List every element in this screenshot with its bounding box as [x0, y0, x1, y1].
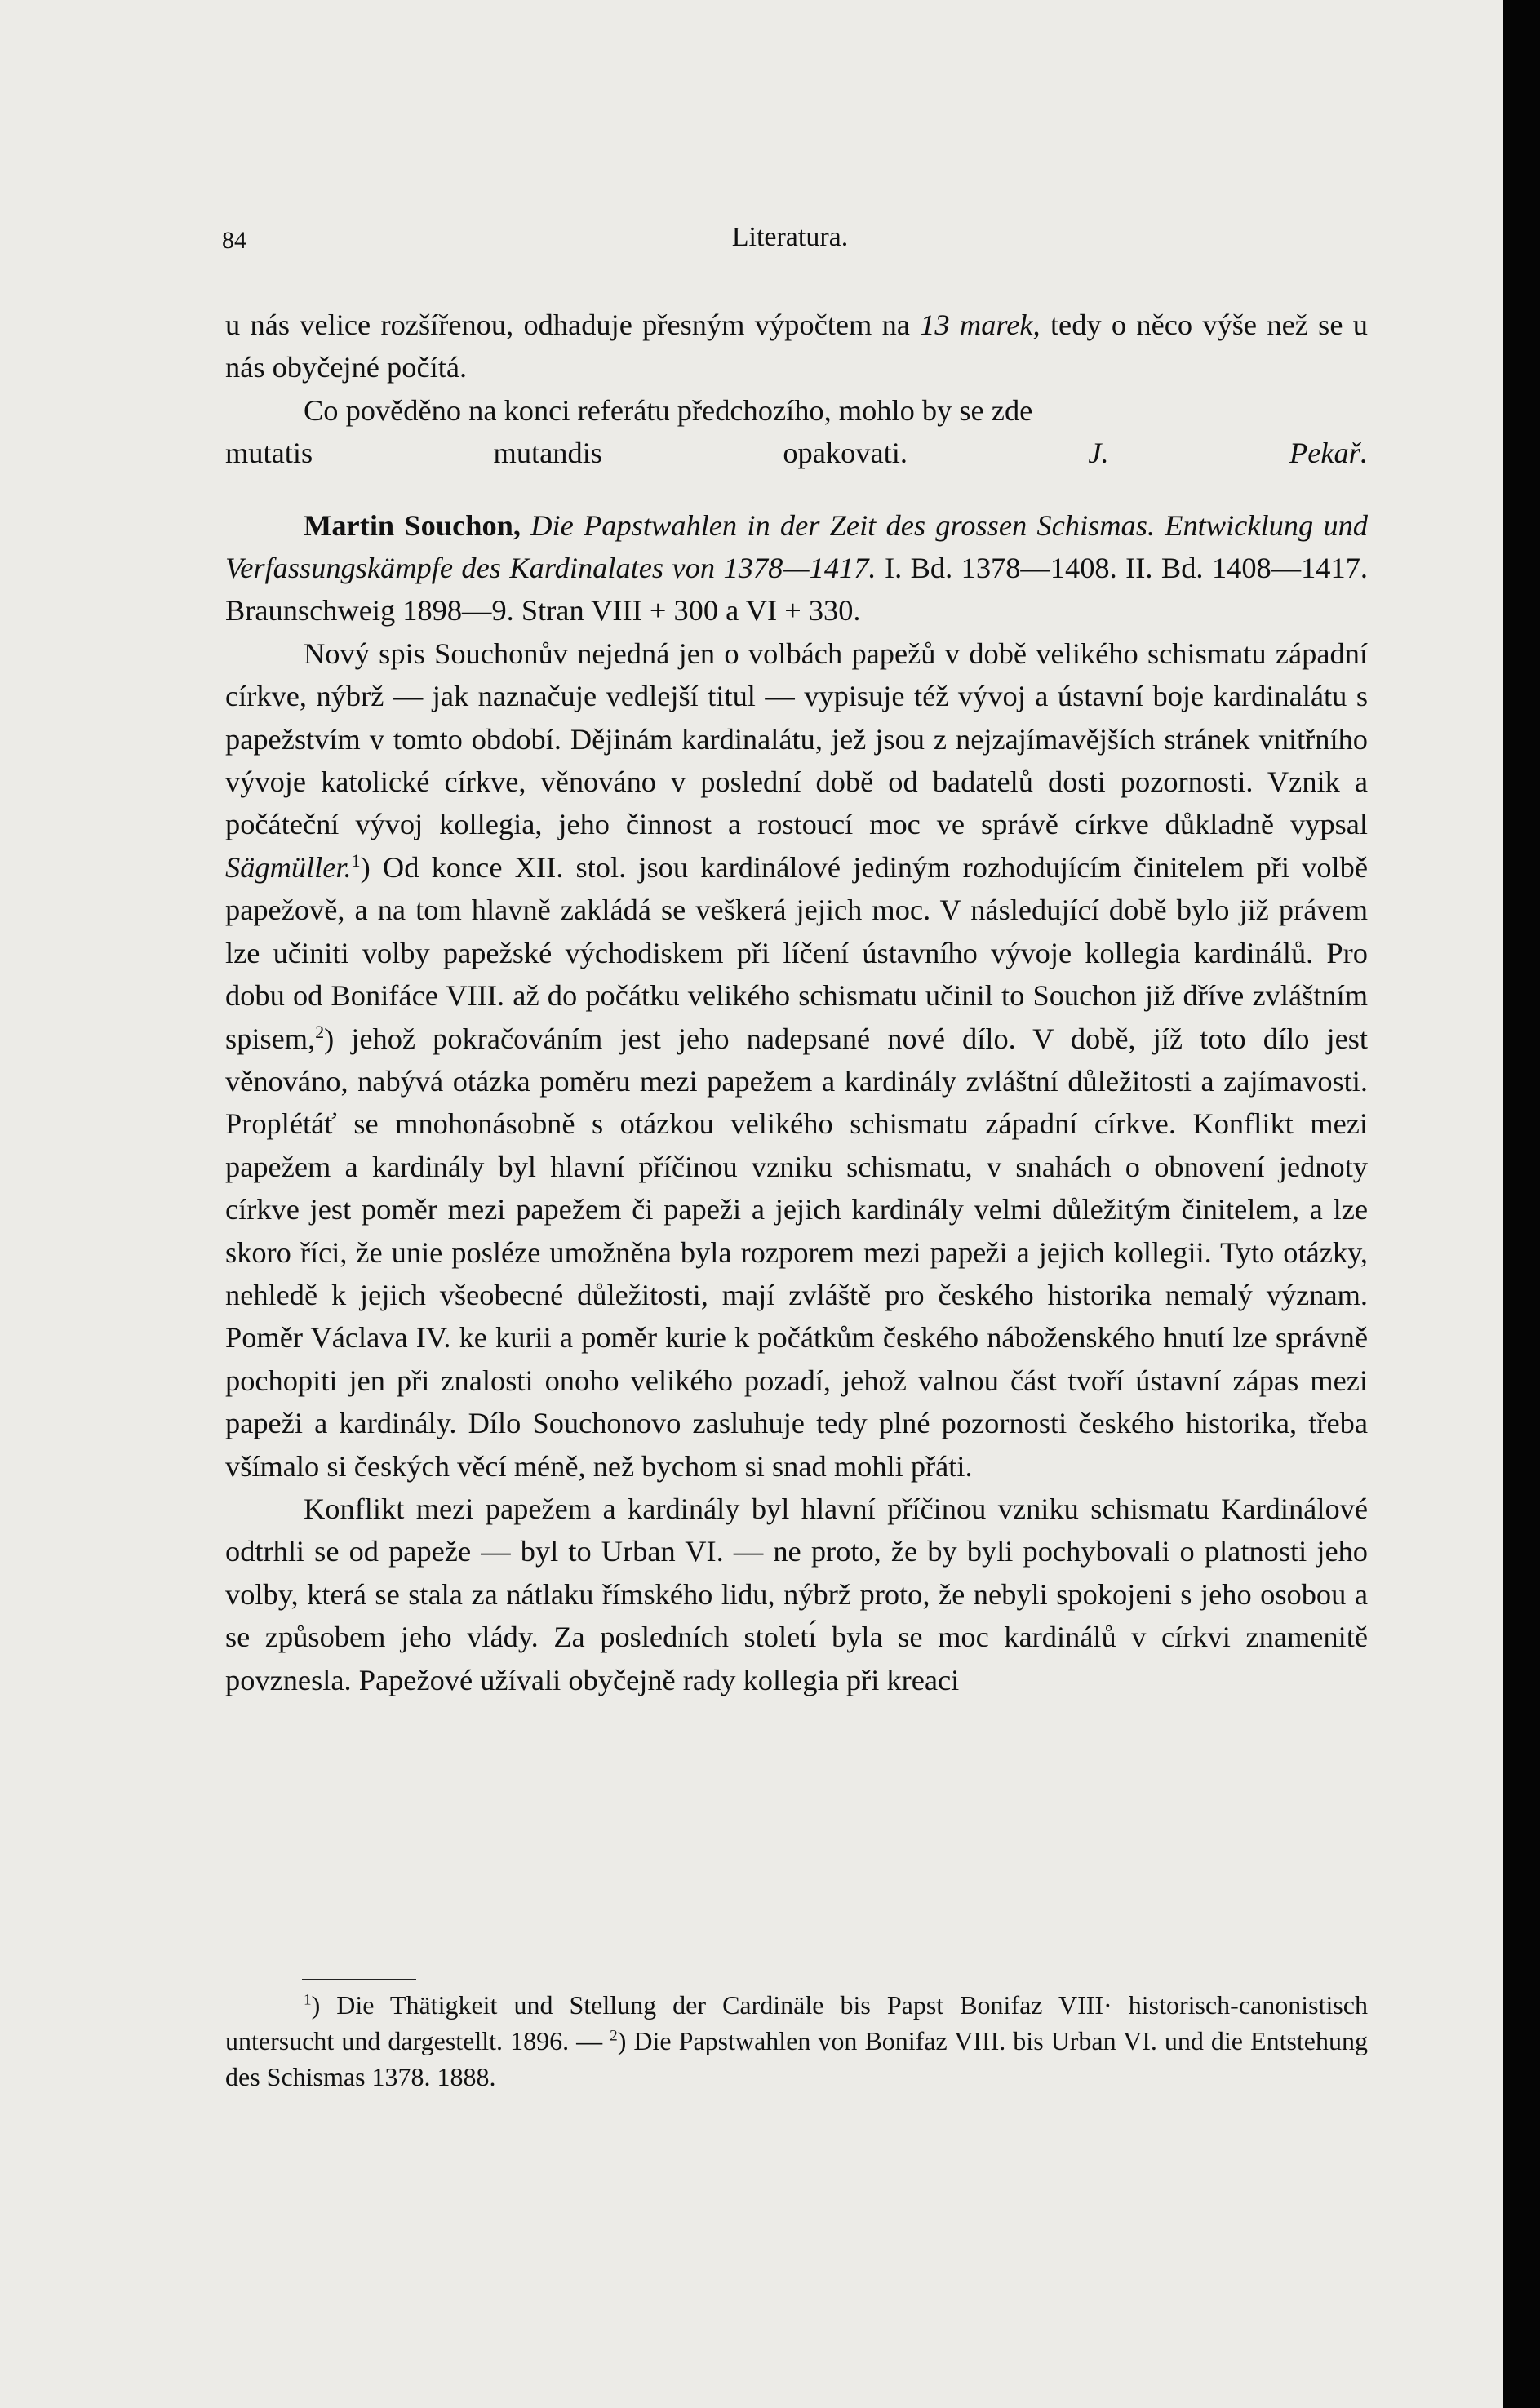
footnote-mark-2: 2 [610, 2027, 618, 2045]
price-value: 13 marek, [920, 308, 1041, 341]
book-author: Martin Souchon, [304, 508, 521, 542]
footnote-text [225, 1987, 1368, 2095]
closing-paragraph: Co pověděno na konci referátu předchozího, mohlo by se zde [304, 393, 1033, 427]
footnote-1: ) Die Thätigkeit und Stellung der Cardinäle bis Papst Bonifaz VIII· historisch-canonistisch untersucht und dargestellt. 1896. — [225, 1990, 1368, 2055]
review-heading [225, 504, 1368, 632]
continued-text [225, 304, 1368, 389]
footnote-2: ) Die Papstwahlen von Bonifaz VIII. bis Urban VI. und die Entstehung des Schismas 1378. 1888. [225, 2026, 1369, 2091]
scan-border [1503, 0, 1540, 2408]
running-head [222, 220, 1358, 261]
continued-text-a: u nás velice rozšířenou, odhaduje přesným výpočtem na [225, 308, 921, 341]
review-paragraph-1: Nový spis Souchonův nejedná jen o volbách papežů v době velikého schismatu západní církve, nýbrž — jak naznačuje vedlejší titul — vypisuje též vývoj a ústavní boje kardinalátu s papežstvím v tomto období. Dějinám kardinalátu, jež jsou z nejzajímavějších stránek vnitřního vývoje katolické církve, věnováno v poslední době od badatelů dosti pozornosti. Vznik a počáteční vývoj kollegia, jeho činnost a rostoucí moc ve správě církve důkladně vypsal Sägmüller.$^1$) Od konce XII. stol. jsou kardinálové jediným rozhodujícím činitelem při volbě papežově, a na tom hlavně zakládá se veškerá jejich moc. V následující době bylo již právem lze učiniti volby papežské východiskem při líčení ústavního vývoje kollegia kardinálů. Pro dobu od Bonifáce VIII. až do počátku velikého schismatu učinil to Souchon již dříve zvláštním spisem,$^2$) jehož pokračováním jest jeho nadepsané nové dílo. V době, jíž toto dílo jest věnováno, nabývá otázka poměru mezi papežem a kardinály zvláštní důležitosti a zajímavosti. Proplétáť se mnohonásobně s otázkou velikého schismatu západní církve. Konflikt mezi papežem a kardinály byl hlavní příčinou vzniku schismatu, v snahách o obnovení jednoty církve jest poměr mezi papežem či papeži a jejich kardinály velmi důležitým činitelem, a lze skoro říci, že unie posléze umožněna byla rozporem mezi papeži a jejich kollegii. Tyto otázky, nehledě k jejich všeobecné důležitosti, mají zvláště pro českého historika nemalý význam. Poměr Václava IV. ke kurii a poměr kurie k počátkům českého náboženského hnutí lze správně pochopiti jen při znalosti onoho velikého pozadí, jehož valnou část tvoří ústavní zápas mezi papeži a kardinály. Dílo Souchonovo zasluhuje tedy plné pozornosti českého historika, třeba všímalo si českých věcí méně, než bychom si snad mohli přáti. [225, 636, 1368, 1483]
reviewer-signature: J. Pekař. [1088, 437, 1368, 470]
page-number: 84 [222, 227, 246, 254]
footnotes [225, 1987, 1368, 2095]
book-title: Die Papstwahlen in der Zeit des grossen Schismas. Entwicklung und Verfassungskämpfe des Kardinalates von 1378—1417. [225, 508, 1368, 585]
main-text [225, 304, 1368, 1701]
closing-line [225, 432, 1368, 474]
footnote-mark-1: 1 [304, 1991, 312, 2009]
footnote-ref-1: 1 [351, 850, 361, 871]
review-paragraph-2: Konflikt mezi papežem a kardinály byl hlavní příčinou vzniku schismatu Kardinálové odtrhli se od papeže — byl to Urban VI. — ne proto, že by byli pochybovali o platnosti jeho volby, která se stala za nátlaku římského lidu, nýbrž proto, že nebyli spokojeni s jeho osobou a se způsobem jeho vlády. Za posledních stoletı́ byla se moc kardinálů v církvi znamenitě povznesla. Papežové užívali obyčejně rady kollegia při kreaci [225, 1492, 1368, 1696]
footnote-ref-2: 2 [315, 1022, 325, 1042]
publication-info: I. Bd. 1378—1408. II. Bd. 1408—1417. Braunschweig 1898—9. Stran VIII + 300 a VI + 330. [225, 552, 1368, 627]
continued-text-b: tedy o něco výše než se u nás obyčejné počítá. [225, 308, 1368, 384]
cited-author: Sägmüller. [225, 850, 352, 884]
running-title: Literatura. [731, 222, 849, 252]
footnote-divider [302, 1979, 416, 1980]
closing-words: mutatis mutandis opakovati. [225, 437, 908, 470]
